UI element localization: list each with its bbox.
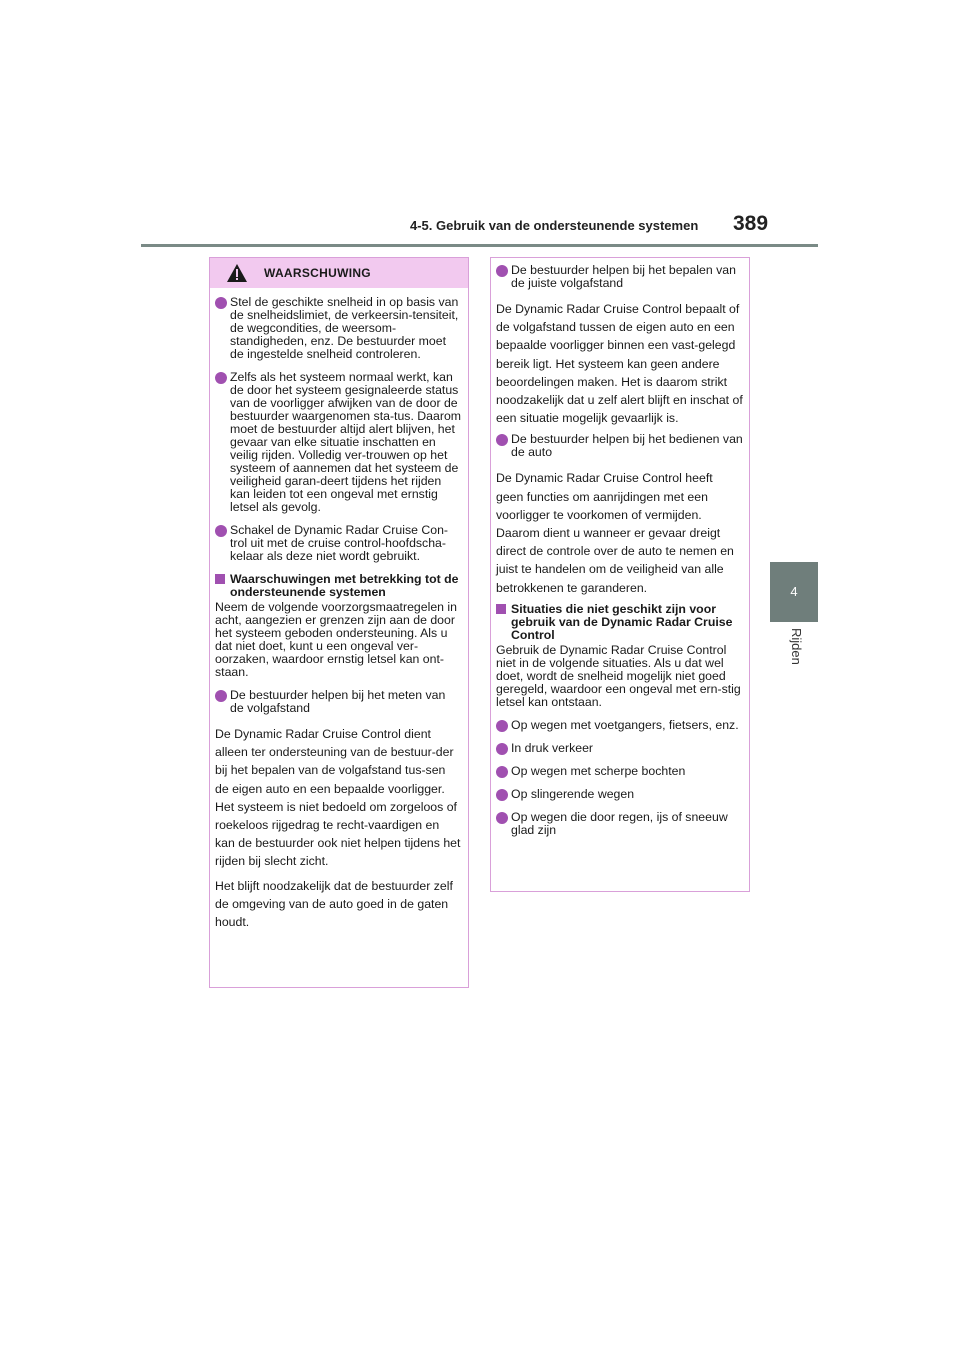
warning-box-continued [490,257,750,892]
warning-header [210,258,468,288]
warning-box [209,257,469,988]
subheading [215,573,462,599]
list-item [215,371,462,514]
list-item-text: Op slingerende wegen [511,786,635,801]
list-item-text: De bestuurder helpen bij het meten van de volgafstand [230,688,446,715]
list-item [215,296,462,361]
list-item-text: Schakel de Dynamic Radar Cruise Con-trol uit met de cruise control-hoofdscha-kelaar als deze niet wordt gebruikt. [230,523,449,563]
bullet-icon [496,265,508,277]
page-number: 389 [733,212,769,235]
subheading [496,603,743,642]
list-item [215,689,462,715]
paragraph: Gebruik de Dynamic Radar Cruise Control niet in de volgende situaties. Als u dat wel doet, wordt de snelheid mogelijk niet goed geregeld, waardoor een ongeval met ern-stig letsel kan ontstaan. [496,642,741,709]
list-item [496,742,743,755]
list-item-text: De bestuurder helpen bij het bedienen van de auto [511,432,743,460]
paragraph: Neem de volgende voorzorgsmaatregelen in acht, aangezien er grenzen zijn aan de door het systeem geboden ondersteuning. Als u dat niet doet, kunt u een ongeval ver-oorzaken, waardoor ernstig letsel kan ont-staan. [215,600,457,679]
list-item [496,788,743,801]
warning-triangle-icon [226,263,248,283]
list-item [215,524,462,563]
paragraph: De Dynamic Radar Cruise Control bepaalt of de volgafstand tussen de eigen auto en een bepaalde voorligger binnen een vast-gelegd bereik ligt. Het systeem kan geen andere beoordelingen maken. Het is daarom strikt noodzakelijk dat u zelf alert blijft en inschat of een situatie mogelijk gevaarlijk is. [496,302,743,426]
chapter-label: Rijden [789,628,804,665]
paragraph: De Dynamic Radar Cruise Control heeft geen functies om aanrijdingen met een voorligger te voorkomen of vermijden. Daarom dient u wanneer er gevaar dreigt direct de controle over de auto te nemen en juist te handelen om de veiligheid van alle betrokkenen te garanderen. [496,471,734,595]
bullet-icon [215,690,227,702]
list-item-text: Zelfs als het systeem normaal werkt, kan de door het systeem gesignaleerde status van de voorligger afwijken van de door de bestuurder waargenomen sta-tus. Daarom moet de bestuurder altijd alert blijven, het gevaar van elke situatie inschatten en veilig rijden. Volledig ver-trouwen op het systeem of aannemen dat het systeem de veiligheid garan-deert tijdens het rijden kan leiden tot een ongeval met ernstig letsel als gevolg. [230,370,462,514]
list-item-text: De bestuurder helpen bij het bepalen van de juiste volgafstand [511,263,736,290]
bullet-icon [496,743,508,755]
paragraph: Het blijft noodzakelijk dat de bestuurder zelf de omgeving van de auto goed in de gaten houdt. [215,878,453,930]
bullet-icon [496,720,508,732]
list-item [496,719,743,732]
bullet-icon [215,372,227,384]
header-divider [141,244,818,247]
warning-title: WAARSCHUWING [264,266,371,280]
subheading-text: Situaties die niet geschikt zijn voor gebruik van de Dynamic Radar Cruise Control [511,601,733,642]
square-bullet-icon [496,604,506,614]
list-item-text: Stel de geschikte snelheid in op basis van de snelheidslimiet, de verkeersin-tensiteit, de wegcondities, de weersom-standigheden, enz. De bestuurder moet de ingestelde snelheid controleren. [230,295,459,361]
paragraph: De Dynamic Radar Cruise Control dient alleen ter ondersteuning van de bestuur-der bij het bepalen van de volgafstand tus-sen de eigen auto en een bepaalde voorligger. Het systeem is niet bedoeld om zorgeloos of roekeloos rijgedrag te recht-vaardigen en kan de bestuurder ook niet helpen tijdens het rijden bij slecht zicht. [215,727,461,869]
bullet-icon [496,434,508,446]
bullet-icon [215,525,227,537]
list-item [496,433,743,459]
section-title: 4-5. Gebruik van de ondersteunende systemen [410,218,699,233]
chapter-tab: 4 [770,562,818,622]
bullet-icon [496,812,508,824]
list-item-text: In druk verkeer [511,740,594,755]
bullet-icon [496,766,508,778]
bullet-icon [496,789,508,801]
bullet-icon [215,297,227,309]
subheading-text: Waarschuwingen met betrekking tot de ondersteunende systemen [230,572,459,599]
list-item [496,811,743,837]
list-item [496,765,743,778]
list-item [496,264,743,290]
square-bullet-icon [215,574,225,584]
list-item-text: Op wegen met scherpe bochten [511,763,686,778]
list-item-text: Op wegen met voetgangers, fietsers, enz. [511,717,739,732]
list-item-text: Op wegen die door regen, ijs of sneeuw glad zijn [511,809,728,837]
